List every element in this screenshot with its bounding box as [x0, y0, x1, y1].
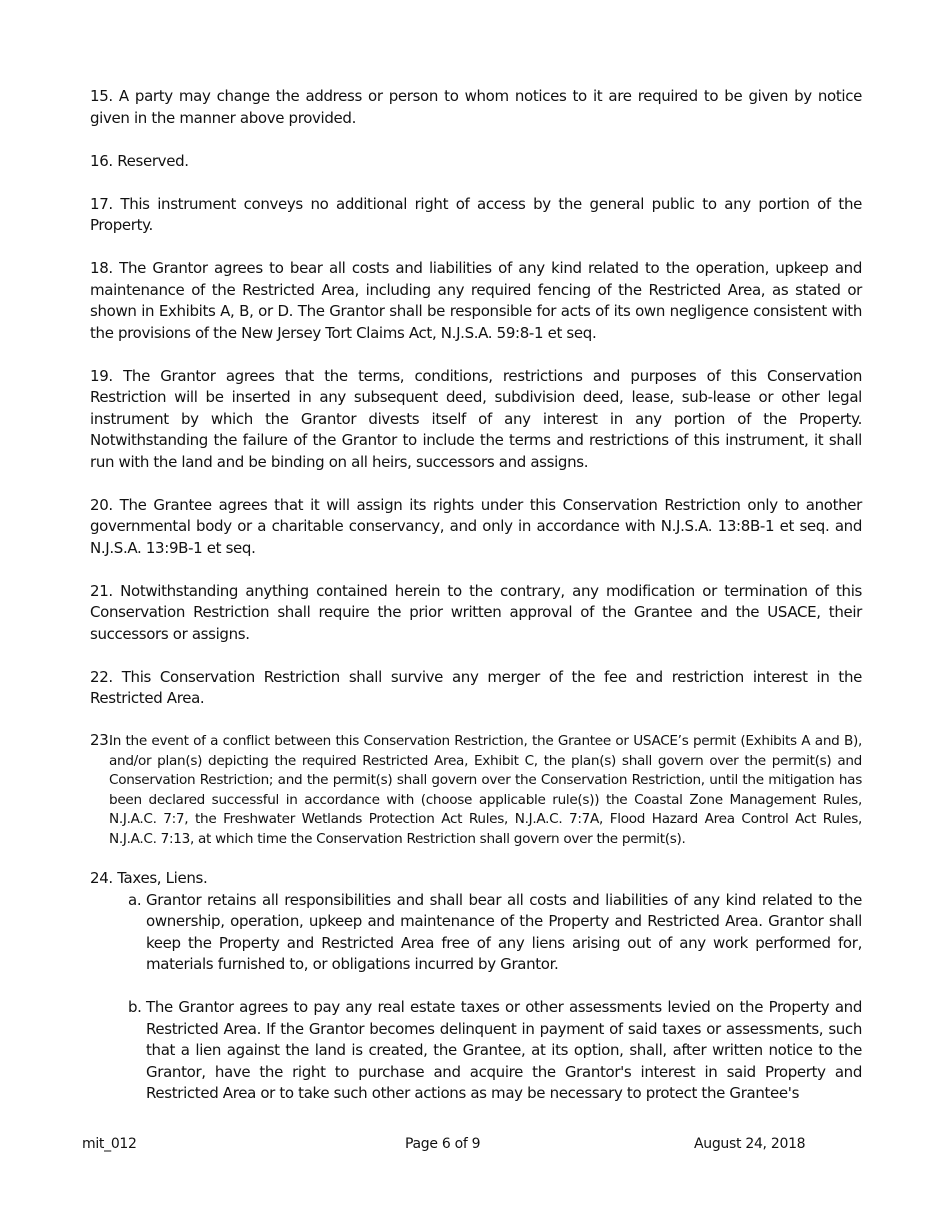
paragraph-17: 17. This instrument conveys no additional right of access by the general public to any portion of the Property. — [90, 194, 862, 234]
footer-doc-id: mit_012 — [82, 1136, 137, 1152]
paragraph-18: 18. The Grantor agrees to bear all costs and liabilities of any kind related to the operation, upkeep and maintenance of the Restricted Area, including any required fencing of the Restricted Area, as stated or shown in Exhibits A, B, or D. The Grantor shall be responsible for acts of its own negligence consistent with the provisions of the New Jersey Tort Claims Act, N.J.S.A. 59:8-1 et seq. — [90, 259, 862, 342]
paragraph-15: 15. A party may change the address or person to whom notices to it are required to be given by notice given in the manner above provided. — [90, 87, 862, 127]
paragraph-24-heading: 24. Taxes, Liens. — [90, 869, 208, 887]
paragraph-21: 21. Notwithstanding anything contained herein to the contrary, any modification or termination of this Conservation Restriction shall require the prior written approval of the Grantee and the USACE, their successors or assigns. — [90, 581, 862, 643]
paragraph-24b — [90, 997, 862, 1105]
paragraph-23-text: In the event of a conflict between this Conservation Restriction, the Grantee or USACE’s permit (Exhibits A and B), and/or plan(s) depicting the required Restricted Area, Exhibit C, the plan(s) shall govern over the permit(s) and Conservation Restriction; and the permit(s) shall govern over the Conservation Restriction, until the mitigation has been declared successful in accordance with (choose applicable rule(s)) the Coastal Zone Management Rules, N.J.A.C. 7:7, the Freshwater Wetlands Protection Act Rules, N.J.A.C. 7:7A, Flood Hazard Area Control Act Rules, N.J.A.C. 7:13, at which time the Conservation Restriction shall govern over the permit(s). — [109, 733, 862, 847]
document-body — [90, 86, 862, 1126]
paragraph-23-number: 23. — [90, 731, 113, 749]
paragraph-24a — [90, 890, 862, 976]
paragraph-24b-letter: b. — [128, 998, 142, 1016]
paragraph-20: 20. The Grantee agrees that it will assign its rights under this Conservation Restriction only to another governmental body or a charitable conservancy, and only in accordance with N.J.S.A. 13:8B-1 et seq. and N.J.S.A. 13:9B-1 et seq. — [90, 495, 862, 557]
footer-date: August 24, 2018 — [694, 1136, 806, 1152]
paragraph-22: 22. This Conservation Restriction shall survive any merger of the fee and restriction interest in the Restricted Area. — [90, 667, 862, 707]
footer-page-number: Page 6 of 9 — [405, 1136, 481, 1152]
paragraph-24a-letter: a. — [128, 890, 142, 909]
paragraph-19: 19. The Grantor agrees that the terms, conditions, restrictions and purposes of this Conservation Restriction will be inserted in any subsequent deed, subdivision deed, lease, sub-lease or other legal instrument by which the Grantor divests itself of any interest in any portion of the Property. Notwithstanding the failure of the Grantor to include the terms and restrictions of this instrument, it shall run with the land and be binding on all heirs, successors and assigns. — [90, 366, 862, 471]
paragraph-16: 16. Reserved. — [90, 151, 189, 170]
paragraph-24a-text: Grantor retains all responsibilities and shall bear all costs and liabilities of any kind related to the ownership, operation, upkeep and maintenance of the Property and Restricted Area. Grantor shall keep the Property and Restricted Area free of any liens arising out of any work performed for, materials furnished to, or obligations incurred by Grantor. — [146, 890, 862, 973]
paragraph-24b-text: The Grantor agrees to pay any real estate taxes or other assessments levied on the Property and Restricted Area. If the Grantor becomes delinquent in payment of said taxes or assessments, such that a lien against the land is created, the Grantee, at its option, shall, after written notice to the Grantor, have the right to purchase and acquire the Grantor's interest in said Property and Restricted Area or to take such other actions as may be necessary to protect the Grantee's — [146, 998, 862, 1102]
paragraph-23 — [90, 731, 862, 849]
